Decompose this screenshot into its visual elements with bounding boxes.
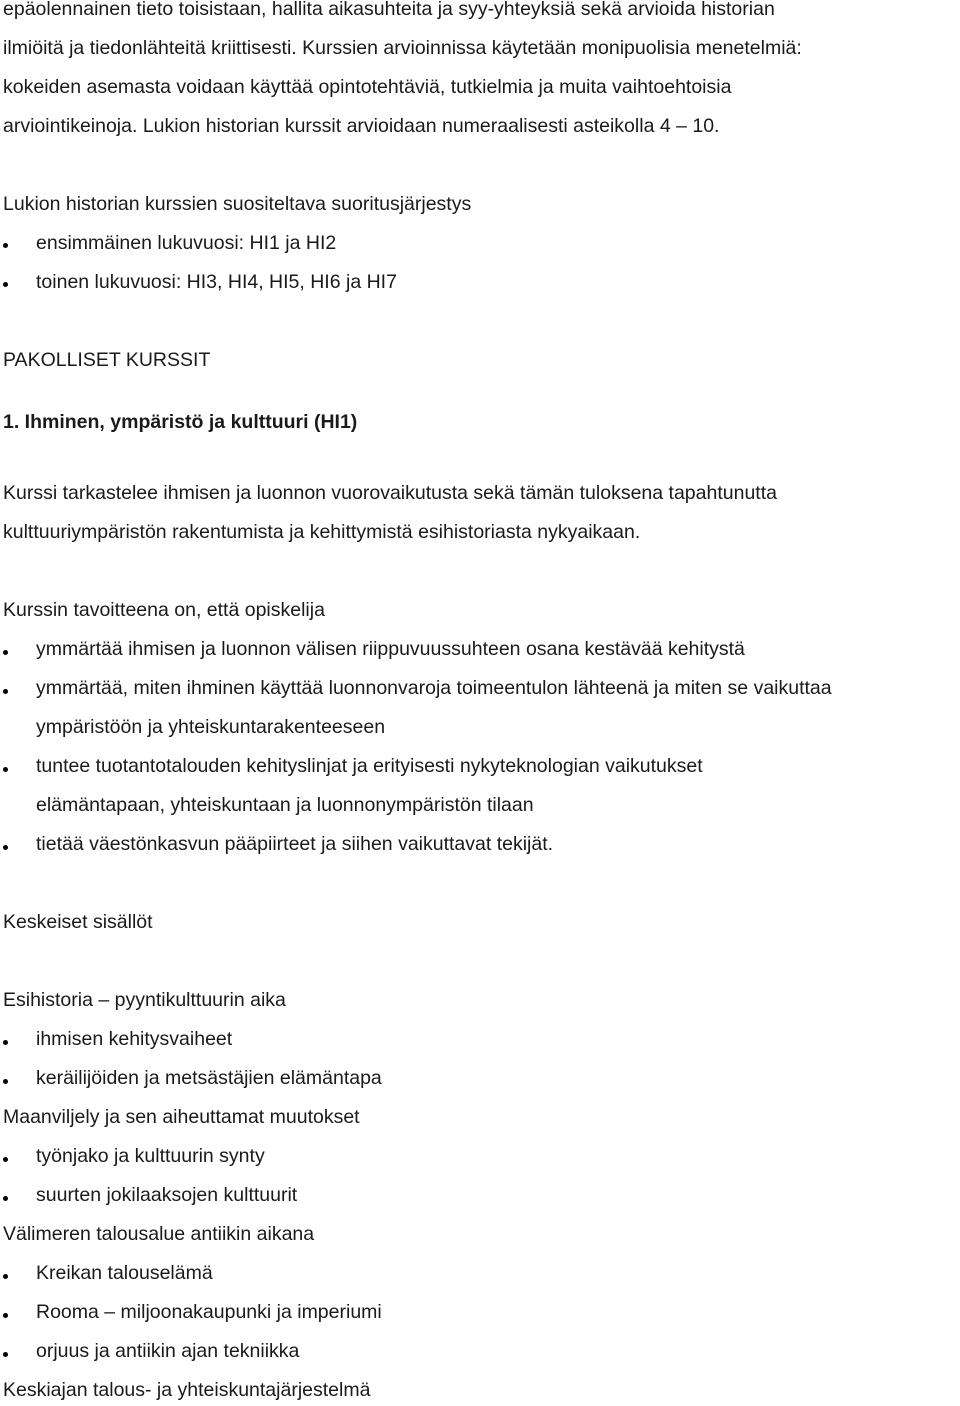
goal-item: ymmärtää ihmisen ja luonnon välisen riippuvuussuhteen osana kestävää kehitystä [36,638,745,660]
list-item: toinen lukuvuosi: HI3, HI4, HI5, HI6 ja HI7 [36,271,397,293]
list-item: ensimmäinen lukuvuosi: HI1 ja HI2 [36,232,337,254]
intro-line: arviointikeinoja. Lukion historian kurssit arvioidaan numeraalisesti asteikolla 4 – 10. [3,115,720,137]
bullet-icon [3,1352,8,1357]
content-item: orjuus ja antiikin ajan tekniikka [36,1340,300,1362]
content-item: Rooma – miljoonakaupunki ja imperiumi [36,1301,382,1323]
goal-item: ymmärtää, miten ihminen käyttää luonnonvaroja toimeentulon lähteenä ja miten se vaikuttaa [36,677,832,699]
goals-heading: Kurssin tavoitteena on, että opiskelija [3,599,325,621]
goal-item-continued: elämäntapaan, yhteiskuntaan ja luonnonympäristön tilaan [36,794,534,816]
bullet-icon [3,282,8,287]
bullet-icon [3,1274,8,1279]
content-subheading: Esihistoria – pyyntikulttuurin aika [3,989,286,1011]
course-title: 1. Ihminen, ympäristö ja kulttuuri (HI1) [3,411,358,433]
bullet-icon [3,767,8,772]
description-line: kulttuuriympäristön rakentumista ja kehittymistä esihistoriasta nykyaikaan. [3,521,641,543]
bullet-icon [3,689,8,694]
bullet-icon [3,1157,8,1162]
content-item: Kreikan talouselämä [36,1262,213,1284]
content-item: keräilijöiden ja metsästäjien elämäntapa [36,1067,382,1089]
content-subheading: Maanviljely ja sen aiheuttamat muutokset [3,1106,360,1128]
intro-line: ilmiöitä ja tiedonlähteitä kriittisesti. Kurssien arvioinnissa käytetään monipuolisia menetelmiä: [3,37,802,59]
goal-item-continued: ympäristöön ja yhteiskuntarakenteeseen [36,716,386,738]
description-line: Kurssi tarkastelee ihmisen ja luonnon vuorovaikutusta sekä tämän tuloksena tapahtunutta [3,482,777,504]
content-item: ihmisen kehitysvaiheet [36,1028,233,1050]
intro-line: epäolennainen tieto toisistaan, hallita aikasuhteita ja syy-yhteyksiä sekä arvioida historian [3,0,775,20]
contents-heading: Keskeiset sisällöt [3,911,153,933]
intro-line: kokeiden asemasta voidaan käyttää opintotehtäviä, tutkielmia ja muita vaihtoehtoisia [3,76,732,98]
bullet-icon [3,1040,8,1045]
bullet-icon [3,845,8,850]
bullet-icon [3,1313,8,1318]
order-heading: Lukion historian kurssien suositeltava suoritusjärjestys [3,193,472,215]
bullet-icon [3,1079,8,1084]
section-heading: PAKOLLISET KURSSIT [3,349,211,371]
content-subheading: Välimeren talousalue antiikin aikana [3,1223,315,1245]
bullet-icon [3,1196,8,1201]
goal-item: tietää väestönkasvun pääpiirteet ja siihen vaikuttavat tekijät. [36,833,554,855]
goal-item: tuntee tuotantotalouden kehityslinjat ja erityisesti nykyteknologian vaikutukset [36,755,703,777]
content-subheading: Keskiajan talous- ja yhteiskuntajärjestelmä [3,1379,371,1401]
bullet-icon [3,243,8,248]
bullet-icon [3,650,8,655]
content-item: suurten jokilaaksojen kulttuurit [36,1184,298,1206]
content-item: työnjako ja kulttuurin synty [36,1145,265,1167]
